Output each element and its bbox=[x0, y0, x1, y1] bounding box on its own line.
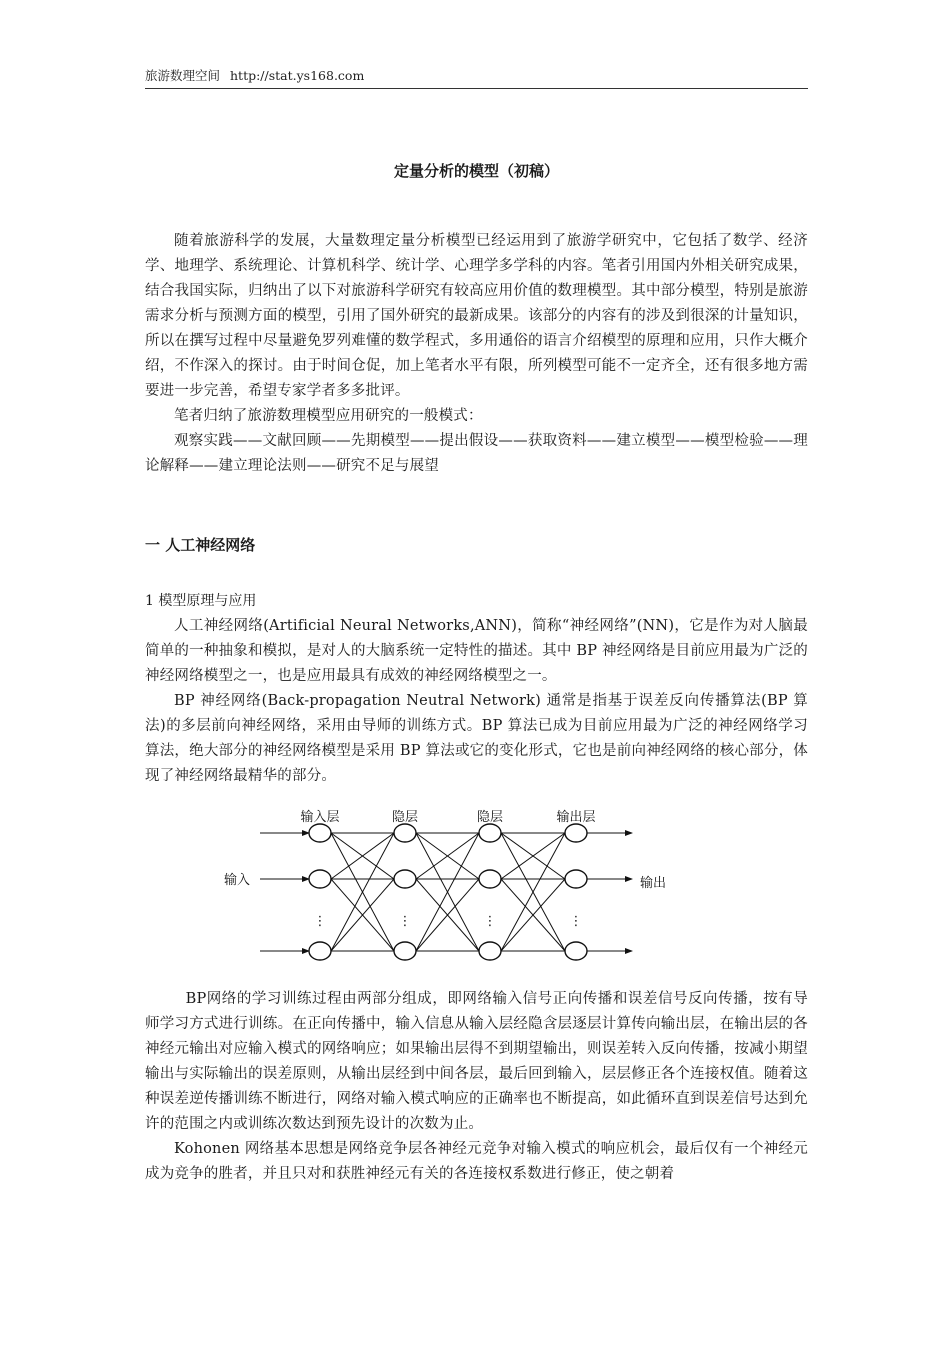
training-paragraph: BP网络的学习训练过程由两部分组成，即网络输入信号正向传播和误差信号反向传播，按有导师学习方式进行训练。在正向传播中，输入信息从输入层经隐含层逐层计算传向输出层，在输出层的各神经元输出对应输入模式的网络响应；如果输出层得不到期望输出，则误差转入反向传播，按减小期望输出与实际输出的误差原则，从输出层经到中间各层，最后回到输入，层层修正各个连接权值。随着这种误差逆传播训练不断进行，网络对输入模式响应的正确率也不断提高，如此循环直到误差信号达到允许的范围之内或训练次数达到预先设计的次数为止。 bbox=[145, 991, 808, 1132]
kohonen-paragraph: Kohonen 网络基本思想是网络竞争层各神经元竞争对输入模式的响应机会，最后仅有一个神经元成为竞争的胜者，并且只对和获胜神经元有关的各连接权系数进行修正，使之朝着 bbox=[145, 1141, 808, 1182]
ann-paragraph-2: BP 神经网络(Back-propagation Neutral Network) 通常是指基于误差反向传播算法(BP 算法)的多层前向神经网络，采用由导师的训练方式。BP 算法已成为目前应用最为广泛的神经网络学习算法，绝大部分的神经网络模型是采用 BP 算法或它的变化形式，它也是前向神经网络的核心部分，体现了神经网络最精华的部分。 bbox=[145, 693, 808, 784]
ann-paragraph-1: 人工神经网络(Artificial Neural Networks,ANN)，简称“神经网络”(NN)，它是作为对人脑最简单的一种抽象和模拟，是对人的大脑系统一定特性的描述。其中 BP 神经网络是目前应用最为广泛的神经网络模型之一，也是应用最具有成效的神经网络模型之一。 bbox=[145, 618, 808, 684]
neuron-node bbox=[394, 942, 416, 960]
ellipsis-hidden-1: ⋮ bbox=[398, 914, 412, 929]
intro-section bbox=[145, 229, 808, 479]
output-label: 输出 bbox=[640, 876, 667, 891]
intro-paragraph-3: 观察实践——文献回顾——先期模型——提出假设——获取资料——建立模型——模型检验——理论解释——建立理论法则——研究不足与展望 bbox=[145, 433, 808, 474]
bp-network-diagram bbox=[180, 797, 710, 972]
ellipsis-input: ⋮ bbox=[313, 914, 327, 929]
page-header bbox=[145, 66, 808, 89]
neuron-node bbox=[394, 870, 416, 888]
header-site-name: 旅游数理空间 bbox=[145, 68, 221, 83]
neuron-node bbox=[394, 824, 416, 842]
neuron-node bbox=[479, 870, 501, 888]
layer-label-input: 输入层 bbox=[300, 810, 340, 825]
network-svg bbox=[180, 797, 710, 972]
section-heading: 一 人工神经网络 bbox=[145, 536, 256, 554]
neuron-node bbox=[309, 942, 331, 960]
neuron-node bbox=[309, 870, 331, 888]
document-title: 定量分析的模型（初稿） bbox=[393, 162, 559, 180]
input-label: 输入 bbox=[224, 873, 251, 888]
ellipsis-output: ⋮ bbox=[569, 914, 583, 929]
neuron-node bbox=[309, 824, 331, 842]
neuron-node bbox=[479, 942, 501, 960]
ellipsis-hidden-2: ⋮ bbox=[483, 914, 497, 929]
training-section bbox=[145, 987, 808, 1187]
neuron-node bbox=[565, 942, 587, 960]
layer-label-hidden-2: 隐层 bbox=[476, 810, 504, 825]
header-url[interactable]: http://stat.ys168.com bbox=[230, 68, 365, 83]
layer-label-hidden-1: 隐层 bbox=[391, 810, 419, 825]
intro-paragraph-1: 随着旅游科学的发展，大量数理定量分析模型已经运用到了旅游学研究中，它包括了数学、经济学、地理学、系统理论、计算机科学、统计学、心理学多学科的内容。笔者引用国内外相关研究成果，结合我国实际，归纳出了以下对旅游科学研究有较高应用价值的数理模型。其中部分模型，特别是旅游需求分析与预测方面的模型，引用了国外研究的最新成果。该部分的内容有的涉及到很深的计量知识，所以在撰写过程中尽量避免罗列难懂的数学程式，多用通俗的语言介绍模型的原理和应用，只作大概介绍，不作深入的探讨。由于时间仓促，加上笔者水平有限，所列模型可能不一定齐全，还有很多地方需要进一步完善，希望专家学者多多批评。 bbox=[145, 233, 808, 399]
neuron-node bbox=[565, 870, 587, 888]
neuron-node bbox=[479, 824, 501, 842]
intro-paragraph-2: 笔者归纳了旅游数理模型应用研究的一般模式： bbox=[174, 408, 483, 424]
ann-section bbox=[145, 614, 808, 789]
subsection-heading: 1 模型原理与应用 bbox=[145, 593, 257, 609]
layer-label-output: 输出层 bbox=[556, 810, 596, 825]
neuron-node bbox=[565, 824, 587, 842]
